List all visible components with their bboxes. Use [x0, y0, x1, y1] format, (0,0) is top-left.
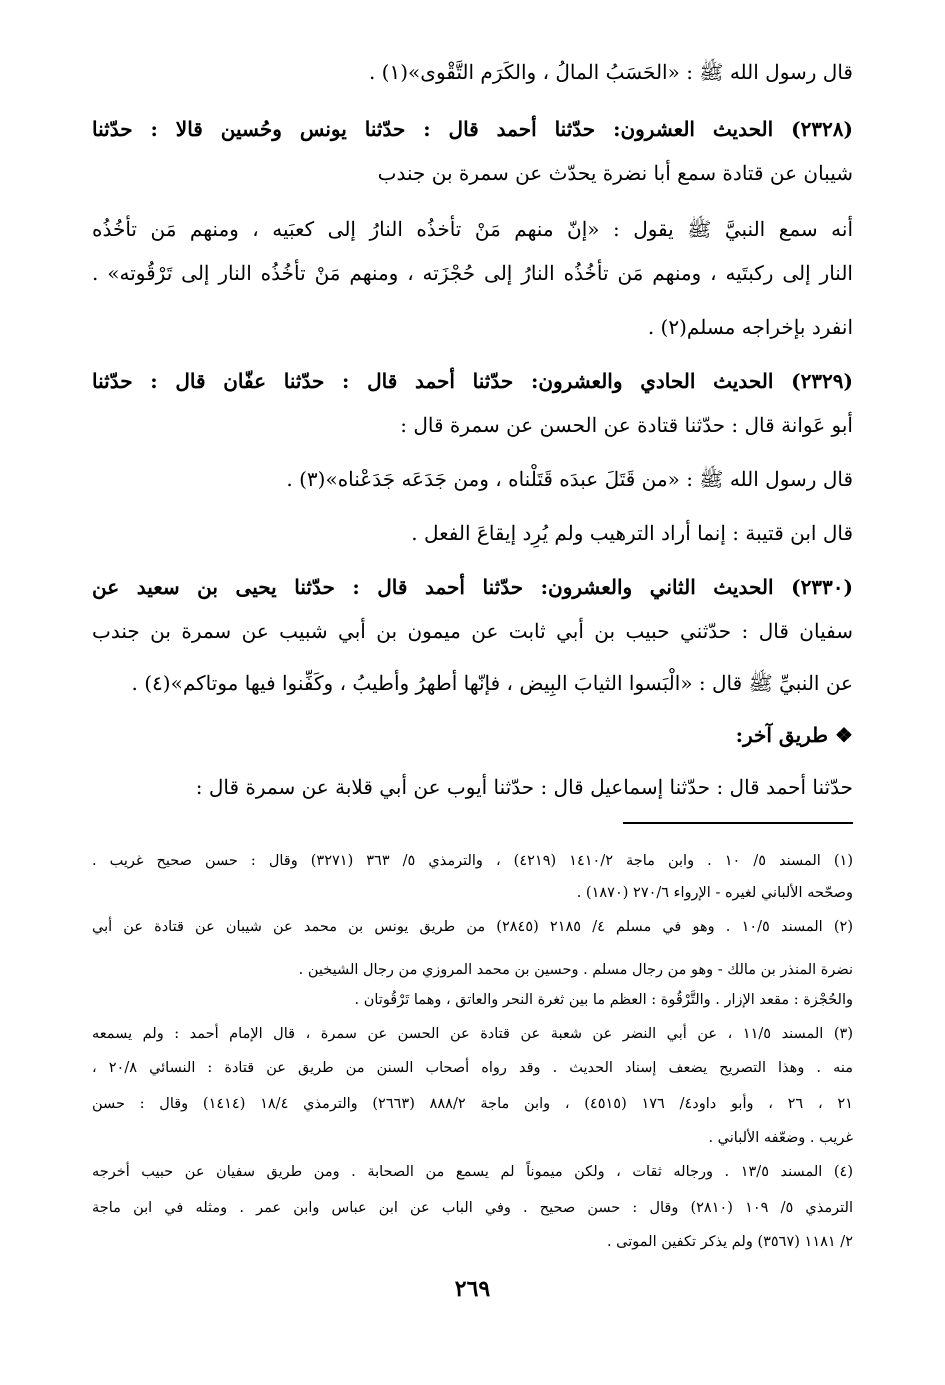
footnote-4-line-3: ٢/ ١١٨١ (٣٥٦٧) ولم يذكر تكفين الموتى . — [606, 1234, 853, 1250]
body-line-5: النار إلى ركبتَيه ، ومنهم مَن تأخُذُه النارُ إلى حُجْزَته ، ومنهم مَنْ تأخُذُه النار إلى تَرْقُوته» . — [92, 261, 853, 285]
body-line-9: قال رسول الله ﷺ : «من قَتَلَ عبدَه قَتَلْناه ، ومن جَدَعَه جَدَعْناه»(٣) . — [286, 467, 853, 491]
hadith-2328-heading-line: (٢٣٢٨) الحديث العشرون: حدّثنا أحمد قال : حدّثنا يونس وحُسين قالا : حدّثنا — [92, 117, 853, 141]
footnote-separator — [623, 822, 853, 824]
footnote-1-line-1: (١) المسند ٥/ ١٠ . وابن ماجة ١٤١٠/٢ (٤٢١٩) ، والترمذي ٥/ ٣٦٣ (٣٢٧١) وقال : حسن صحيح غريب . — [92, 853, 853, 869]
page-number: ٢٦٩ — [454, 1276, 491, 1302]
footnote-4-line-1: (٤) المسند ١٣/٥ . ورجاله ثقات ، ولكن ميموناً لم يسمع من الصحابة . ومن طريق سفيان عن حبيب أخرجه — [92, 1164, 853, 1180]
body-line-4: أنه سمع النبيَّ ﷺ يقول : «إنّ منهم مَنْ تأخذُه النارُ إلى كعبَيه ، ومنهم مَن تأخُذُه — [92, 217, 853, 241]
footnote-3-line-2: منه . وهذا التصريح يضعف إسناد الحديث . وقد رواه أصحاب السنن من طريق عن قتادة : النسائي ٢٠/٨ ، — [92, 1060, 853, 1076]
body-line-15: حدّثنا أحمد قال : حدّثنا إسماعيل قال : حدّثنا أيوب عن أبي قلابة عن سمرة قال : — [195, 775, 853, 799]
body-line-3: شيبان عن قتادة سمع أبا نضرة يحدّث عن سمرة بن جندب — [377, 161, 853, 185]
another-route-heading: ❖ طريق آخر: — [735, 723, 853, 747]
footnote-1-line-2: وصحّحه الألباني لغيره - الإرواء ٢٧٠/٦ (١٨٧٠) . — [576, 885, 853, 901]
footnote-4-line-2: الترمذي ٥/ ١٠٩ (٢٨١٠) وقال : حسن صحيح . وفي الباب عن ابن عباس وابن عمر . ومثله في ابن ماجة — [92, 1200, 853, 1216]
body-line-8: أبو عَوانة قال : حدّثنا قتادة عن الحسن عن سمرة قال : — [400, 413, 853, 437]
body-line-1: قال رسول الله ﷺ : «الحَسَبُ المالُ ، والكَرَم التَّقْوى»(١) . — [368, 60, 853, 84]
body-line-10: قال ابن قتيبة : إنما أراد الترهيب ولم يُرِد إيقاعَ الفعل . — [411, 521, 853, 545]
hadith-2330-heading-line: (٢٣٣٠) الحديث الثاني والعشرون: حدّثنا أحمد قال : حدّثنا يحيى بن سعيد عن — [92, 575, 853, 599]
footnote-2-line-3: والحُجْزة : مقعد الإزار . والتَّرْقُوة : العظم ما بين ثغرة النحر والعاتق ، وهما تَرْقُوتان . — [354, 992, 853, 1008]
footnote-2-line-2: نضرة المنذر بن مالك - وهو من رجال مسلم . وحسين بن محمد المروزي من رجال الشيخين . — [298, 962, 853, 978]
body-line-6: انفرد بإخراجه مسلم(٢) . — [647, 315, 853, 339]
footnote-3-line-3: ٢١ ، ٢٦ ، وأبو داود٤/ ١٧٦ (٤٥١٥) ، وابن ماجة ٨٨٨/٢ (٢٦٦٣) والترمذي ١٨/٤ (١٤١٤) وقال : حسن — [92, 1096, 853, 1112]
body-line-12: سفيان قال : حدّثني حبيب بن أبي ثابت عن ميمون بن أبي شبيب عن سمرة بن جندب — [92, 619, 853, 643]
hadith-2329-heading-line: (٢٣٢٩) الحديث الحادي والعشرون: حدّثنا أحمد قال : حدّثنا عفّان قال : حدّثنا — [92, 369, 853, 393]
footnote-3-line-1: (٣) المسند ١١/٥ ، عن أبي النضر عن شعبة عن قتادة عن الحسن عن سمرة ، قال الإمام أحمد : ولم يسمعه — [92, 1026, 853, 1042]
footnote-3-line-4: غريب . وضعّفه الألباني . — [708, 1130, 853, 1146]
body-line-13: عن النبيِّ ﷺ قال : «الْبَسوا الثيابَ البِيض ، فإنّها أطهرُ وأطيبُ ، وكَفِّنوا فيها موتاكم»(٤) . — [131, 671, 853, 695]
footnote-2-line-1: (٢) المسند ١٠/٥ . وهو في مسلم ٤/ ٢١٨٥ (٢٨٤٥) من طريق يونس بن محمد عن شيبان عن قتادة عن أبي — [92, 919, 853, 935]
